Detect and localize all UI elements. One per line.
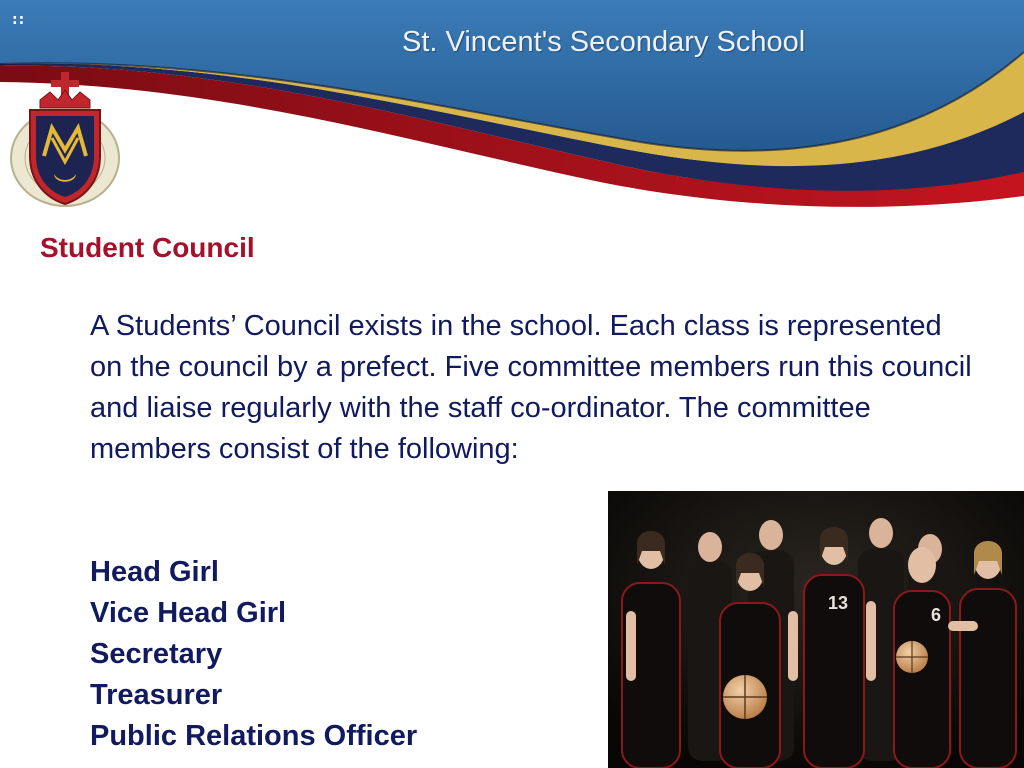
role-pro: Public Relations Officer xyxy=(90,720,418,752)
intro-paragraph: A Students’ Council exists in the school. Each class is represented on the council by a prefect. Five committee members run this council and liaise regularly with the staff co-ordinator. The committee members consist of the following: xyxy=(90,310,972,465)
role-secretary: Secretary xyxy=(90,638,223,670)
committee-roles-list xyxy=(90,552,417,757)
role-vice-head-girl: Vice Head Girl xyxy=(90,597,287,629)
team-photo-icon xyxy=(608,491,1024,768)
school-name: St. Vincent's Secondary School xyxy=(402,26,806,58)
jersey-number-13: 13 xyxy=(827,593,849,613)
menu-dots-icon: :: xyxy=(12,12,26,28)
role-head-girl: Head Girl xyxy=(90,556,219,588)
section-heading: Student Council xyxy=(40,232,255,263)
school-crest-icon xyxy=(6,70,124,210)
role-treasurer: Treasurer xyxy=(90,679,223,711)
header-banner xyxy=(0,0,1024,210)
jersey-number-6: 6 xyxy=(930,605,942,625)
